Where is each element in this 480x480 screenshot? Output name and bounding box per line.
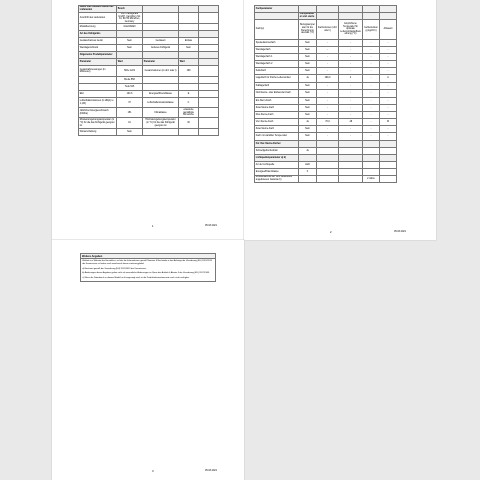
table-cell: [199, 108, 219, 118]
table-cell: Nein: [299, 126, 317, 133]
table-row: [79, 118, 219, 129]
table-cell: Null-Sterne- oder Eisbereiter-Fach: [255, 90, 299, 98]
table-cell: [199, 129, 219, 136]
table-cell: [317, 176, 339, 183]
table-row: [255, 141, 397, 148]
table-cell: [339, 13, 363, 20]
table-cell: Parameter: [79, 59, 117, 66]
table-cell: LED: [299, 162, 317, 169]
table-cell: Geräteart: [143, 38, 179, 45]
table-cell: [199, 84, 219, 91]
table-cell: Art der Lichtquelle: [255, 162, 299, 169]
table-row: [79, 108, 219, 118]
table-cell: Bosch: [117, 6, 143, 13]
table-cell: Vier-Sterne-Fach: [255, 119, 299, 126]
table-cell: [255, 13, 299, 20]
table-cell: Empfohlene Temperatur für optimale Lebensmittelaufbewahrung (°C): [339, 20, 363, 40]
table-cell: Nein: [299, 61, 317, 68]
notes-paragraph: c) Wenn die Datenbank zu diesem Modell nicht angezeigt wird, ist die Produktinformationsseite noch nicht verfügbar.: [82, 277, 190, 279]
table-cell: -: [380, 112, 397, 119]
table-cell: Zwei-Sterne-Fach: [255, 105, 299, 112]
table-cell: Nein: [117, 45, 143, 52]
table-cell: -: [380, 105, 397, 112]
table-row: [255, 68, 397, 75]
page-date: 05.03.2021: [205, 224, 217, 227]
table-cell: Drei-Sterne-Fach: [255, 112, 299, 119]
table-cell: [339, 6, 363, 13]
table-row: [255, 176, 397, 183]
table-cell: -: [339, 47, 363, 54]
page-date: 05.03.2021: [394, 230, 406, 233]
table-cell: Ein-Stern-Fach: [255, 98, 299, 105]
table-cell: Für Vier-Sterne-Fächer: [255, 141, 299, 148]
table-cell: Kellerfach: [255, 68, 299, 75]
table-cell: [380, 169, 397, 176]
table-cell: Jährlicher Energieverbrauch (kWh/a): [79, 108, 117, 118]
table-cell: [339, 169, 363, 176]
table-cell: Ja: [299, 119, 317, 126]
table-cell: Lichtquellenparameter a) b): [255, 155, 299, 162]
table-cell: 32: [179, 118, 199, 129]
table-cell: Winterschaltung: [79, 129, 117, 136]
table-cell: Nein: [299, 105, 317, 112]
table-cell: [299, 176, 317, 183]
table-cell: A: [380, 75, 397, 83]
table-cell: Mindestlaufzeit der vom Lieferanten angebotenen Garantie b): [255, 176, 299, 183]
table-cell: [199, 24, 219, 31]
table-cell: -: [339, 61, 363, 68]
table-cell: -: [317, 47, 339, 54]
table-cell: EEI: [79, 91, 117, 98]
table-cell: [199, 38, 219, 45]
table-row: [79, 38, 219, 45]
table-cell: Fach mit variabler Tempe-ratur: [255, 133, 299, 141]
table-cell: Nein: [117, 129, 143, 136]
table-cell: [179, 84, 199, 91]
page-2: [244, 0, 436, 240]
table-cell: Weinlagerfach: [255, 47, 299, 54]
table-row: [79, 84, 219, 91]
table-cell: -: [317, 54, 339, 61]
table-cell: -: [380, 68, 397, 75]
table-cell: C: [179, 98, 199, 108]
table-cell: GIL22AFE0: [117, 24, 143, 31]
table-cell: [117, 52, 143, 59]
table-cell: -: [317, 98, 339, 105]
table-row: [79, 52, 219, 59]
table-cell: [179, 52, 199, 59]
table-row: [255, 75, 397, 83]
table-row: [79, 77, 219, 84]
table-cell: -: [363, 83, 380, 90]
table-cell: BSH Hausgeräte GmbH, Carl-Wery-Str. 34, 81739 München, Germany: [118, 13, 141, 23]
table-cell: Luftschallemissionen (in dB(A) re 1 pW): [79, 98, 117, 108]
table-cell: [380, 6, 397, 13]
table-cell: [363, 169, 380, 176]
table-cell: [199, 6, 219, 13]
table-cell: E: [179, 91, 199, 98]
table-cell: Nein: [299, 112, 317, 119]
table-cell: Klimaklasse: [143, 108, 179, 118]
table-row: [255, 40, 397, 47]
table-cell: -: [363, 68, 380, 75]
table-cell: Fachparameter: [255, 6, 299, 13]
table-cell: Weinlagerschrank: [79, 45, 117, 52]
table-cell: Nein: [299, 90, 317, 98]
table-cell: -: [317, 68, 339, 75]
table-cell: -: [363, 98, 380, 105]
additional-info-box: [80, 253, 216, 282]
table-cell: -: [339, 126, 363, 133]
table-cell: M: [380, 119, 397, 126]
notes-paragraph: b) Änderungen dieser Angaben gelten nicht als wesentliche Änderungen im Sinne des Artikels 4 Absatz 4 der Verordnung (EU) 2017/1369.: [82, 272, 210, 275]
notes-paragraph: Weblink zur Website des Herstellers, auf der die Informationen gemäß Nummer 4 Buchstabe a des Anhangs der Verordnung (EU) 2019/2019 der Kommission zu finden sind: www.bosch-home.com/energylabel: [82, 260, 212, 265]
table-cell: -: [363, 90, 380, 98]
page-3: [52, 240, 244, 480]
table-cell: [179, 129, 199, 136]
table-cell: Art des Kühlgeräts: [79, 31, 117, 38]
table-cell: -: [339, 112, 363, 119]
table-cell: -: [339, 90, 363, 98]
table-cell: Fachtyp: [255, 20, 299, 40]
table-cell: [143, 77, 179, 84]
table-cell: Luftschallemissionsklasse: [143, 98, 179, 108]
table-cell: -: [380, 83, 397, 90]
table-row: [255, 162, 397, 169]
table-cell: [199, 118, 219, 129]
table-cell: Abtauart: [380, 20, 397, 40]
table-row: [255, 119, 397, 126]
table-cell: [380, 162, 397, 169]
table-cell: Nein: [299, 40, 317, 47]
page-number: 2: [330, 230, 332, 234]
table-cell: 199: [179, 66, 199, 77]
table-cell: [179, 6, 199, 13]
table-row: [255, 54, 397, 61]
page-number: 1: [152, 224, 154, 228]
table-row: [79, 24, 219, 31]
table-cell: -: [339, 68, 363, 75]
table-cell: Lagerfach für frische Lebensmittel: [255, 75, 299, 83]
table-cell: -: [380, 126, 397, 133]
table-cell: -: [363, 112, 380, 119]
table-cell: Schnellgefrierfunktion: [255, 148, 299, 155]
table-cell: -: [317, 83, 339, 90]
notes-paragraph: a) Bestimmt gemäß der Verordnung (EU) 2019/2019 der Kommission.: [82, 267, 147, 270]
table-cell: [317, 162, 339, 169]
table-cell: [143, 52, 179, 59]
table-cell: Gesamtabmessungen (in Millimeter): [79, 66, 117, 77]
table-cell: Breite 558: [117, 77, 143, 84]
table-cell: [179, 24, 199, 31]
table-cell: [199, 66, 219, 77]
table-cell: [317, 13, 339, 20]
table-cell: [199, 59, 219, 66]
table-cell: Gesamtvolumen (in dm³ oder l): [143, 66, 179, 77]
table-cell: Höchstumgebungstemperatur (in °C) für die das Kühlgerät geeignet ist: [143, 118, 179, 129]
table-cell: -: [363, 47, 380, 54]
table-cell: 70,0: [317, 119, 339, 126]
table-row: [79, 45, 219, 52]
table-cell: [199, 13, 219, 24]
table-cell: erweiterte gemäßigte Klimazone: [179, 108, 199, 118]
table-cell: -: [363, 133, 380, 141]
table-cell: [363, 6, 380, 13]
table-cell: Wert: [117, 59, 143, 66]
table-cell: Parameter: [143, 59, 179, 66]
table-cell: [363, 162, 380, 169]
table-cell: [317, 148, 339, 155]
table-cell: [179, 31, 199, 38]
table-cell: Wert: [179, 59, 199, 66]
table-cell: -: [339, 105, 363, 112]
table-cell: F: [299, 169, 317, 176]
table-cell: -: [363, 54, 380, 61]
table-cell: [363, 155, 380, 162]
table-row: [255, 105, 397, 112]
table-cell: -: [317, 126, 339, 133]
table-cell: Gefrierleistung (kg/24 h): [363, 20, 380, 40]
table-cell: Modellkennung: [79, 24, 117, 31]
table-cell: -: [339, 133, 363, 141]
table-cell: Name oder Handels-marke des Lieferanten: [79, 6, 117, 13]
table-cell: -: [339, 83, 363, 90]
table-cell: -: [380, 40, 397, 47]
table-row: [79, 129, 219, 136]
table-row: [255, 6, 397, 13]
table-cell: [79, 77, 117, 84]
table-cell: [380, 13, 397, 20]
table-cell: -: [317, 61, 339, 68]
table-row: [79, 6, 219, 13]
table-cell: Mindestumgebungstemperatur (in °C) für die das Kühlgerät geeignet ist: [79, 118, 117, 129]
table-cell: [143, 24, 179, 31]
table-cell: [363, 13, 380, 20]
table-cell: [179, 77, 199, 84]
table-cell: [339, 176, 363, 183]
table-row: [255, 112, 397, 119]
table-cell: Anderes Kühlgerät: [143, 45, 179, 52]
table-cell: 10: [117, 118, 143, 129]
table-cell: Fachvolumen (dm³ oder l): [317, 20, 339, 40]
table-cell: Allgemeine Produktparameter: [79, 52, 117, 59]
table-cell: Ja: [299, 148, 317, 155]
table-cell: -: [317, 90, 339, 98]
table-cell: Fachparameter und -werte: [299, 13, 317, 20]
table-cell: -: [317, 40, 339, 47]
table-cell: [339, 162, 363, 169]
table-cell: 199,0: [317, 75, 339, 83]
table-cell: -: [380, 98, 397, 105]
table-cell: Kaltlagerfach: [255, 83, 299, 90]
table-cell: [317, 141, 339, 148]
table-cell: 151: [117, 108, 143, 118]
table-row: [255, 155, 397, 162]
table-cell: Nein: [117, 38, 143, 45]
table-cell: Speisekammerfach: [255, 40, 299, 47]
table-cell: [380, 141, 397, 148]
table-cell: -: [380, 54, 397, 61]
table-cell: -: [317, 112, 339, 119]
table-cell: [199, 31, 219, 38]
table-row: [79, 31, 219, 38]
table-cell: 104.6: [117, 91, 143, 98]
table-cell: -: [363, 61, 380, 68]
table-row: [255, 133, 397, 141]
notes-title: Weitere Angaben: [81, 254, 215, 259]
table-cell: [143, 31, 179, 38]
table-cell: Tiefe 545: [117, 84, 143, 91]
table-cell: Energieeffizienzklasse: [255, 169, 299, 176]
table-cell: -: [380, 133, 397, 141]
table-cell: Anschrift des Lieferanten: [79, 13, 117, 24]
table-row: [79, 98, 219, 108]
page-date: 05.03.2021: [205, 469, 217, 472]
table-cell: [339, 141, 363, 148]
table-cell: Weinlagerfach 1: [255, 54, 299, 61]
table-cell: Nein: [299, 54, 317, 61]
table-cell: -: [380, 61, 397, 68]
table-cell: [199, 98, 219, 108]
table-row: [255, 13, 397, 20]
table-cell: [339, 155, 363, 162]
table-cell: 2 Jahre: [363, 176, 380, 183]
table-cell: [179, 13, 199, 24]
table-cell: [79, 84, 117, 91]
table-row: [255, 98, 397, 105]
table-cell: [317, 169, 339, 176]
table-cell: [143, 6, 179, 13]
table-row: [255, 169, 397, 176]
table-cell: -: [317, 133, 339, 141]
table-cell: [299, 141, 317, 148]
table-row: [79, 66, 219, 77]
table-cell: [143, 84, 179, 91]
table-cell: [199, 52, 219, 59]
table-cell: Höhe 1221: [117, 66, 143, 77]
table-cell: [380, 176, 397, 183]
table-cell: [199, 77, 219, 84]
table-cell: [143, 13, 179, 24]
table-cell: -: [339, 98, 363, 105]
table-cell: [117, 31, 143, 38]
table-row: [79, 91, 219, 98]
table-row: [255, 126, 397, 133]
table-cell: Ja: [299, 75, 317, 83]
table-cell: [380, 148, 397, 155]
table-row: [255, 47, 397, 54]
table-cell: -: [363, 126, 380, 133]
table-row: [255, 90, 397, 98]
table-cell: [299, 155, 317, 162]
table-cell: [199, 91, 219, 98]
table-cell: 37: [117, 98, 143, 108]
table-cell: Nein: [299, 133, 317, 141]
table-cell: [380, 155, 397, 162]
table-cell: -: [363, 40, 380, 47]
table-cell: Nein: [299, 47, 317, 54]
table-cell: -: [363, 119, 380, 126]
table-cell: Energieeffizienzklasse: [143, 91, 179, 98]
table-row: [79, 59, 219, 66]
table-cell: -: [317, 105, 339, 112]
table-cell: Geräuscharmes Gerät: [79, 38, 117, 45]
table-row: [79, 13, 219, 24]
page-1: [52, 0, 244, 240]
table-row: [255, 83, 397, 90]
product-info-table: [78, 5, 219, 136]
table-row: [255, 148, 397, 155]
table-cell: [299, 6, 317, 13]
table-row: [255, 61, 397, 68]
table-cell: -: [380, 90, 397, 98]
table-cell: [199, 45, 219, 52]
compartment-parameters-table: [254, 5, 397, 183]
table-cell: Weinlagerfach 2: [255, 61, 299, 68]
table-cell: [317, 6, 339, 13]
table-cell: -18: [339, 119, 363, 126]
table-cell: Nein: [299, 68, 317, 75]
table-cell: -: [363, 105, 380, 112]
table-cell: Nein: [299, 98, 317, 105]
table-cell: Nein: [179, 45, 199, 52]
table-row: [255, 20, 397, 40]
table-cell: [143, 129, 179, 136]
table-cell: 4: [339, 75, 363, 83]
table-cell: Bezugstemperatur für die Berechnung des EEI (°C): [299, 20, 317, 40]
table-cell: [363, 141, 380, 148]
table-cell: [363, 148, 380, 155]
table-cell: -: [380, 47, 397, 54]
table-cell: Nein: [299, 83, 317, 90]
table-cell: -: [363, 75, 380, 83]
table-cell: Zwei-Sterne-Fach: [255, 126, 299, 133]
table-cell: -: [339, 40, 363, 47]
table-cell: [339, 148, 363, 155]
table-cell: [317, 155, 339, 162]
page-number: 3: [152, 469, 154, 473]
table-cell: Einbau: [179, 38, 199, 45]
table-cell: -: [339, 54, 363, 61]
